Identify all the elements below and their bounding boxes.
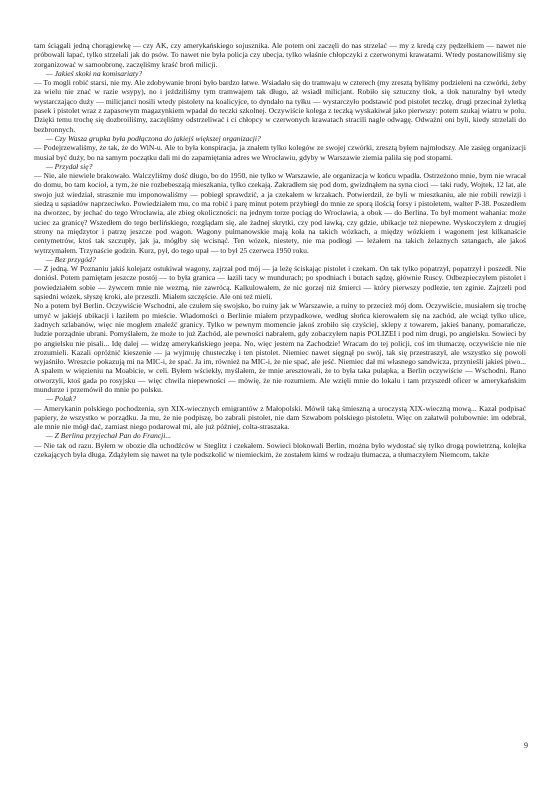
- page-body: [34, 41, 526, 459]
- paragraph: tam ściągali jedną chorągiewkę — czy AK, czy amerykańskiego sojusznika. Ale potem oni zaczęli do nas strzelać — my z kredą czy pędzelkiem — nawet nie próbowali łapać, tylko strzelali jak do psów. To nawet nie była policja czy ubecja, tylko właśnie chłopczyki z czerwonymi krawatami. Wtedy postanowiliśmy się zorganizować w samoobronę, zaczęliśmy kraść broń milicji.: [34, 41, 526, 69]
- interview-question: — Bez przygód?: [46, 254, 96, 264]
- paragraph: — Nie tak od razu. Byłem w obozie dla uchodźców w Steglitz i czekałem. Sowieci blokowali Berlin, można było wydostać się tylko drogą powietrzną, kolejka czekających była długa. Zdążyłem się nawet na tyle podszkolić w niemieckim, że zostałem kimś w rodzaju tłumacza, a tłumaczyłem Niemcom, także: [34, 440, 526, 460]
- interview-question: — Czy Wasza grupka była podłączona do jakiejś większej organizacji?: [46, 133, 261, 143]
- paragraph: — To mogli robić starsi, nie my. Ale zdobywanie broni było bardzo łatwe. Wsiadało się do tramwaju w czterech (my zresztą byliśmy podzieleni na czwórki, żeby za wielu nie znać w razie wsypy), no i jeździliśmy tym tramwajem tak długo, aż wsiadł milicjant. Robiło się sztuczny tłok, a tłok naturalny był wtedy wystarczająco duży — milicjanci nosili wtedy pistolety na koalicyjce, to dyndało na tyłku — wystarczyło podstawić pod pistolet teczkę, drugi przecinał żyletką pasek i pistolet wraz z zapasowym magazynkiem wpadał do teczki szkolnej. Oczywiście kolega z teczką wyskakiwał jako pierwszy: potem szukaj wiatru w polu. Dzięki temu trochę się dozbroiliśmy, zaczęliśmy odstrzeliwać i ci chłopcy w czerwonych krawatach stracili nagle odwagę. Odważni oni byli, kiedy strzelali do bezbronnych.: [34, 78, 526, 134]
- paragraph: — Nie, ale niewiele brakowało. Walczyliśmy dość długo, bo do 1950, nie tylko w Warszawie, ale organizacja w końcu wpadła. Ostrzeżono mnie, bym nie wracał do domu, bo tam kocioł, a tym, że nie rozbebeszają mieszkania, tylko czekają. Zakradłem się pod dom, gwizdnąłem na syna cioci — taki rudy, Wojtek, 12 lat, ale swojo już wiedział, strasznie mu imponowaliśmy — pobiegł sprawdzić, a ja czekałem w krzakach. Potwierdził, że byli w mieszkaniu, ale nie robili rewizji i siedzą u sąsiadów naprzeciwko. Powiedziałem mu, co ma robić i parę minut potem przybiegł do mnie ze sporą ilością forsy i pistoletem, walter P-38. Poszedłem na dworzec, by jechać do tego Wrocławia, ale zbieg okoliczności: na jednym torze pociąg do Wrocławia, a obok — do Berlina. To był moment wahania: może uciec za granicę? Wszedłem do tego berlińskiego, rozglądam się, ale żadnej skrytki, czy pod ławką, czy gdzie, ubikacje też niepewne. Wyskoczyłem z drugiej strony na międzytor i patrzę jeszcze pod wagon. Wagony pulmanowskie mają koła na takich wózkach, a między wózkiem i wagonem jest kilkanaście centymetrów, ktoś tak szczupły, jak ja, mógłby się wcisnąć. Ten wózek, niestety, nie ma podłogi — leżałem na takich żelaznych sztangach, ale jakoś wytrzymałem. Trzynaście godzin. Kurz, pył, do tego upał — to był 25 czerwca 1950 roku.: [34, 171, 526, 255]
- interview-question: — Jakieś skoki na komisariaty?: [46, 68, 143, 78]
- paragraph: — Amerykanin polskiego pochodzenia, syn XIX-wiecznych emigrantów z Małopolski. Mówił taką śmieszną a uroczystą XIX-wieczną mową... Kazał podpisać papiery, że wszystko w porządku. Ja mu, że nie podpiszę, bo zabrali pistolet, nie dam Szwabom polskiego pistoletu. Więc on załatwił polubownie: im odebrał, ale mnie nie mógł dać, zamiast niego podarował mi, ale już później, colta-straszaka.: [34, 403, 526, 432]
- paragraph: — Z jedną. W Poznaniu jakiś kolejarz ostukiwał wagony, zajrzał pod mój — ja leżę ściskając pistolet i czekam. On tak tylko popatrzył, popatrzył i poszedł. Nie doniósł. Potem pamiętam jeszcze postój — to była granica — łazili tacy w mundurach; po spodniach i butach sądzę, głównie Ruscy. Odbezpieczyłem pistolet i powiedziałem sobie — żywcem mnie nie wezmą, nie zawrócą. Kalkulowałem, że nic gorzej niż śmierci — który pierwszy podlezie, ten zginie. Zajrzeli pod sąsiedni wózek, słyszę kroki, ale przeszli. Miałem szczęście. Ale oni też mieli.: [34, 264, 526, 302]
- interview-question: — Z Berlina przyjechał Pan do Francji...: [46, 431, 172, 441]
- interview-question: — Przydał się?: [46, 161, 93, 171]
- paragraph: — Podejrzewaliśmy, że tak, że do WiN-u. Ale to była konspiracja, ja znałem tylko kolegów ze swojej czwórki, zresztą byłem najmłodszy. Ale zasięg organizacji musiał być duży, bo na samym początku dali mi do zapamiętania adres we Wrocławiu, gdyby w Warszawie ziemia paliła się pod stopami.: [34, 143, 526, 162]
- paragraph: No a potem był Berlin. Oczywiście Wschodni, ale czułem się swojsko, bo ruiny jak w Warszawie, a ruiny to przecież mój dom. Oczywiście, musiałem się trochę umyć w jakiejś ubikacji i łaziłem po mieście. Wiadomości o Berlinie miałem przypadkowe, według słońca kierowałem się na zachód, ale wciąż tylko ulice, żadnych szlabanów, więc nie mogłem znaleźć granicy. Tylko w pewnym momencie jakoś zrobiło się czyściej, sklepy z towarem, jakieś banany, pomarańcze, ludzie porządnie ubrani. Pomyślałem, że może to już Zachód, ale pewności nabrałem, gdy zobaczyłem napis POLIZEI i pod nim drugi, po angielsku. Sowieci by po angielsku nie pisali... Idę dalej — widzę amerykańskiego jeepa. No, więc jestem na Zachodzie! Wracam do tej policji, coś im tłumaczę, oczywiście nie nie zrozumieli. Kazali opróżnić kieszenie — ja wyjmuję chusteczkę i ten pistolet. Niemiec nawet sięgnął po swój, tak się przestraszył, ale wszystko się powoli wyjaśniło. Wreszcie pokazują mi na MIC-i, że spać. Ja im, również na MIC-i, że nie spać, ale jeść. Niemiec dał mi własnego sandwicza, przynieśli jakieś piwo... A spałem w więzieniu na Moabicie, w celi. Byłem wściekły, myślałem, że mnie aresztowali, że to była taka pułapka, a Berlin oczywiście — Wschodni. Rano otworzyli, ktoś gada po rosyjsku — więc chwila niepewności — mówię, że nie rozumiem. Ale wzięli mnie do lokalu i tam przyszedł oficer w amerykańskim mundurze i przemówił do mnie po polsku.: [34, 301, 526, 394]
- page-number: 9: [524, 741, 528, 750]
- interview-question: — Polak?: [46, 394, 77, 404]
